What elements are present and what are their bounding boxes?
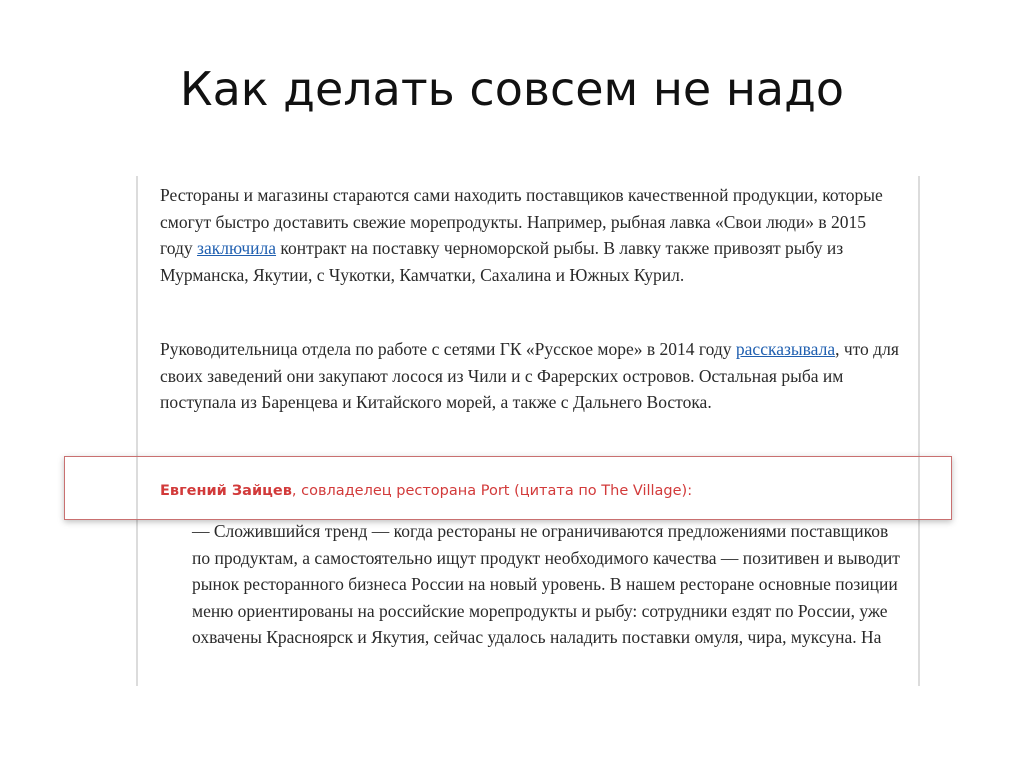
author-name: Евгений Зайцев xyxy=(160,483,292,499)
paragraph-1-text-end: контракт на поставку черноморской рыбы. В лавку также привозят рыбу из Мурманска, Якутии, с Чукотки, Камчатки, Сахалина и Южных Курил. xyxy=(160,238,844,285)
quote-text: — Сложившийся тренд — когда рестораны не ограничиваются предложениями поставщиков по продуктам, а самостоятельно ищут продукт необходимого качества — позитивен и выводит рынок ресторанного бизнеса России на новый уровень. В нашем ресторане основные позиции меню ориентированы на российские морепродукты и рыбу: сотрудники ездят по России, уже охвачены Красноярск и Якутия, сейчас удалось наладить поставки омуля, чира, муксуна. На xyxy=(192,521,900,647)
paragraph-1-text-start: Рестораны и магазины стараются сами находить поставщиков качественной продукции, которые смогут быстро доставить свежие морепродукты. Например, рыбная лавка «Свои люди» в 2015 году xyxy=(160,185,883,258)
paragraph-2-text-start: Руководительница отдела по работе с сетями ГК «Русское море» в 2014 году xyxy=(160,339,736,359)
author-role: , совладелец ресторана Port (цитата по The Village): xyxy=(291,483,693,499)
paragraph-2-text-end: , что для своих заведений они закупают лосося из Чили и с Фарерских островов. Остальная рыба им поступала из Баренцева и Китайского морей, а также с Дальнего Востока. xyxy=(160,339,899,412)
slide-title: Как делать совсем не надо xyxy=(179,62,845,116)
link-zaklyuchila[interactable]: заключила xyxy=(197,238,277,258)
article-paragraph-1 xyxy=(160,182,900,288)
article-screenshot xyxy=(136,176,920,686)
link-rasskazyvala[interactable]: рассказывала xyxy=(735,339,836,359)
article-paragraph-2 xyxy=(160,336,900,416)
highlight-box xyxy=(64,456,952,520)
